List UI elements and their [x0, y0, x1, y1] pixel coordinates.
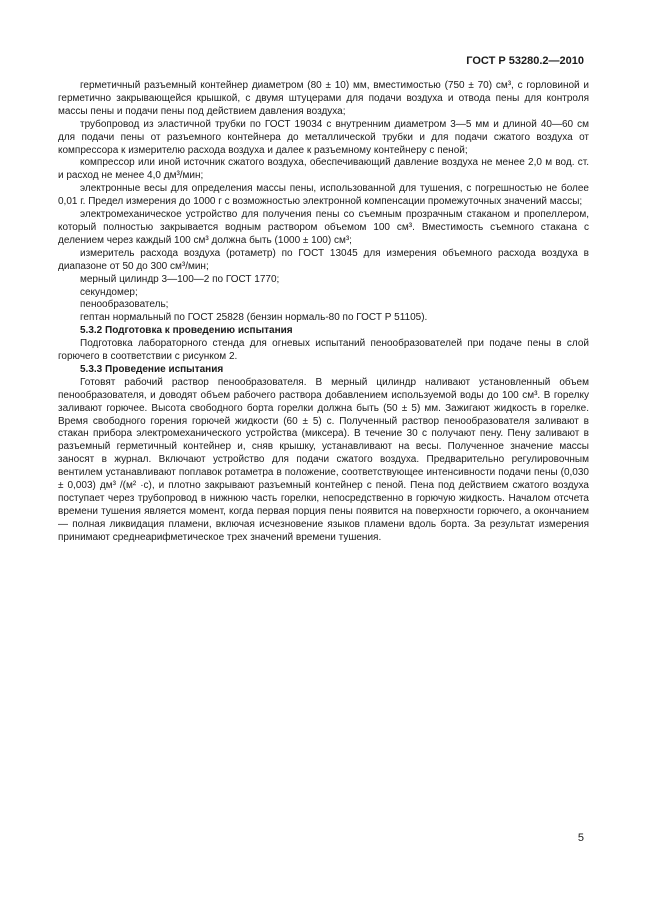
- paragraph: герметичный разъемный контейнер диаметром (80 ± 10) мм, вместимостью (750 ± 70) см³, с горловиной и герметично закрывающейся крышкой, с двумя штуцерами для подачи воздуха и отвода пены для контроля массы пены и подачи пены под действием давления воздуха;: [58, 80, 589, 117]
- paragraph: пенообразователь;: [80, 299, 169, 311]
- section-heading: 5.3.2 Подготовка к проведению испытания: [80, 325, 293, 337]
- page-number: 5: [577, 832, 584, 844]
- paragraph: Подготовка лабораторного стенда для огневых испытаний пенообразователей при подаче пены в слой горючего в соответствии с рисунком 2.: [58, 338, 589, 363]
- paragraph: электромеханическое устройство для получения пены со съемным прозрачным стаканом и пропеллером, который полностью закрывается водным раствором объемом 100 см³. Вместимость съемного стакана с делением через каждый 100 см³ должна быть (1000 ± 100) см³;: [58, 209, 589, 246]
- paragraph: компрессор или иной источник сжатого воздуха, обеспечивающий давление воздуха не менее 2,0 м вод. ст. и расход не менее 4,0 дм³/мин;: [58, 157, 589, 182]
- paragraph: электронные весы для определения массы пены, использованной для тушения, с погрешностью не более 0,01 г. Предел измерения до 1000 г с возможностью электронной компенсации промежуточных значений массы;: [58, 183, 589, 208]
- paragraph: мерный цилиндр 3—100—2 по ГОСТ 1770;: [80, 273, 280, 285]
- document-body: [58, 80, 589, 545]
- paragraph: измеритель расхода воздуха (ротаметр) по ГОСТ 13045 для измерения объемного расхода воздуха в диапазоне от 50 до 300 см³/мин;: [58, 247, 589, 272]
- paragraph: секундомер;: [80, 286, 138, 298]
- paragraph: гептан нормальный по ГОСТ 25828 (бензин нормаль-80 по ГОСТ Р 51105).: [80, 312, 428, 324]
- document-id-header: ГОСТ Р 53280.2—2010: [466, 55, 584, 67]
- section-heading: 5.3.3 Проведение испытания: [80, 363, 224, 375]
- paragraph: Готовят рабочий раствор пенообразователя. В мерный цилиндр наливают установленный объем пенообразователя, и доводят объем рабочего раствора добавлением используемой воды до 100 см³. В горелку заливают горючее. Высота свободного борта горелки должна быть (50 ± 5) мм. Зажигают жидкость в горелке. Время свободного горения горючей жидкости (60 ± 5) с. Полученный раствор пенообразователя заливают в стакан прибора электромеханического устройства (миксера). В течение 30 с получают пену. Пену заливают в разъемный герметичный контейнер и, сняв крышку, устанавливают на весы. Полученное значение массы заносят в журнал. Включают устройство для подачи сжатого воздуха. Предварительно регулировочным вентилем устанавливают поплавок ротаметра в положение, соответствующее интенсивности подачи пены (0,030 ± 0,003) дм³ /(м² ·с), и плотно закрывают разъемный контейнер с пеной. Пена под действием сжатого воздуха поступает через трубопровод в нижнюю часть горелки, непосредственно в горючую жидкость. Началом отсчета времени тушения является момент, когда первая порция пены появится на поверхности горючего, а окончанием — полная ликвидация пламени, включая исчезновение языков пламени вдоль борта. За результат измерения принимают среднеарифметическое трех значений времени тушения.: [58, 376, 589, 543]
- paragraph: трубопровод из эластичной трубки по ГОСТ 19034 с внутренним диаметром 3—5 мм и длиной 40—60 см для подачи пены от разъемного контейнера до металлической трубки и для подачи сжатого воздуха от компрессора к измерителю расхода воздуха и далее к разъемному контейнеру с пеной;: [58, 118, 589, 156]
